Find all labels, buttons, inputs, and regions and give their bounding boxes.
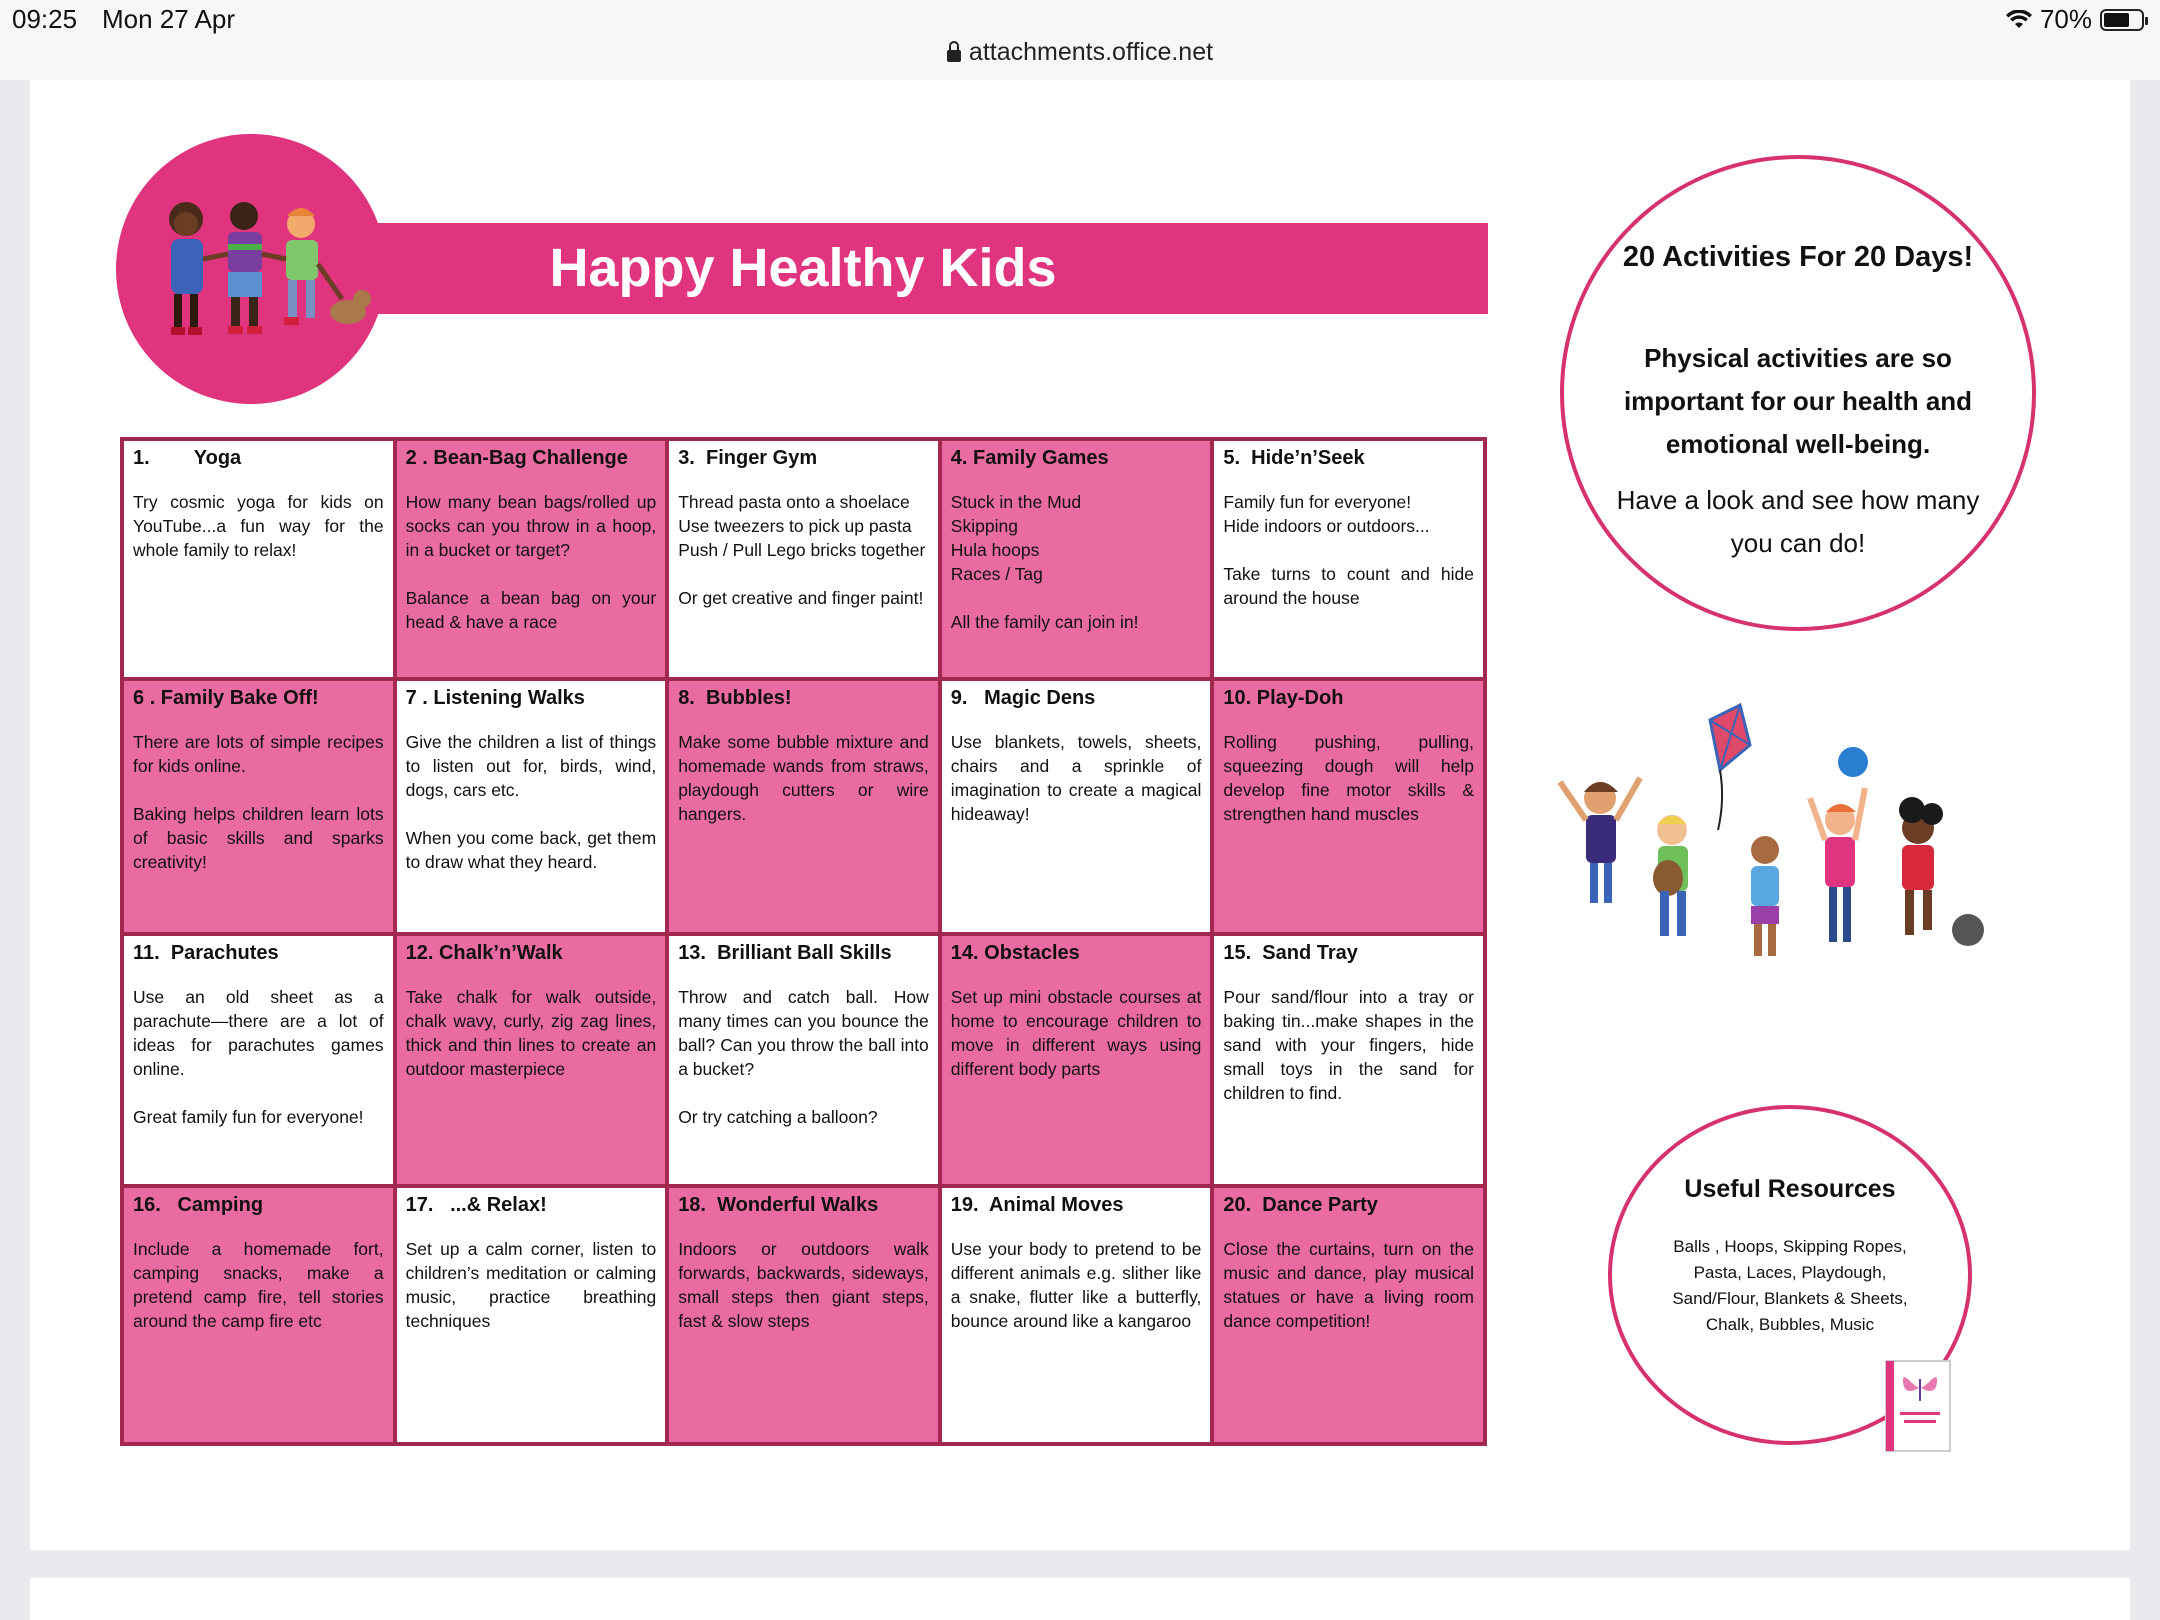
activity-description: Use your body to pretend to be different animals e.g. slither like a snake, flutter like a butterfly, bounce around like a kangaroo xyxy=(950,1239,1202,1331)
activity-cell xyxy=(395,934,668,1186)
activity-title: 6 . Family Bake Off! xyxy=(133,687,319,709)
activity-cell xyxy=(122,934,395,1186)
activity-description: Take chalk for walk outside, chalk wavy, curly, zig zag lines, thick and thin lines to create an outdoor masterpiece xyxy=(405,987,657,1079)
wifi-icon xyxy=(2006,10,2032,30)
activity-cell xyxy=(940,1186,1213,1444)
activity-title: 12. Chalk’n’Walk xyxy=(405,942,563,964)
status-date: Mon 27 Apr xyxy=(102,4,235,34)
activity-cell xyxy=(940,679,1213,934)
status-time: 09:25 xyxy=(12,4,78,34)
activity-title: 7 . Listening Walks xyxy=(405,687,585,709)
activity-cell xyxy=(667,934,940,1186)
activity-description: Indoors or outdoors walk forwards, backwards, sideways, small steps then giant steps, fast & slow steps xyxy=(678,1239,929,1331)
activity-cell xyxy=(395,1186,668,1444)
activity-description: Use an old sheet as a parachute—there are a lot of ideas for parachutes games online. Great family fun for everyone! xyxy=(133,987,384,1127)
activity-description: Thread pasta onto a shoelace Use tweezers to pick up pasta Push / Pull Lego bricks together Or get creative and finger paint! xyxy=(678,492,926,608)
activity-cell xyxy=(1212,1186,1485,1444)
activity-title: 3. Finger Gym xyxy=(678,447,818,469)
activity-description: Include a homemade fort, camping snacks, make a pretend camp fire, tell stories around the camp fire etc xyxy=(133,1239,384,1331)
activity-title: 10. Play-Doh xyxy=(1223,687,1344,709)
activity-title: 20. Dance Party xyxy=(1223,1194,1378,1216)
status-indicators xyxy=(2006,4,2144,35)
activity-title: 2 . Bean-Bag Challenge xyxy=(405,447,628,469)
activity-title: 5. Hide’n’Seek xyxy=(1223,447,1365,469)
activity-title: 4. Family Games xyxy=(950,447,1109,469)
activity-cell xyxy=(122,1186,395,1444)
battery-icon xyxy=(2100,9,2144,31)
info-circle-title: 20 Activities For 20 Days! xyxy=(1622,241,1974,273)
activity-cell xyxy=(122,679,395,934)
url-text: attachments.office.net xyxy=(968,38,1214,66)
activity-description: Make some bubble mixture and homemade wands from straws, playdough cutters or wire hangers. xyxy=(678,732,929,824)
activity-description: Set up mini obstacle courses at home to encourage children to move in different ways using different body parts xyxy=(950,987,1202,1079)
logo-kids-illustration xyxy=(116,134,386,404)
activity-description: Pour sand/flour into a tray or baking tin...make shapes in the sand with your fingers, hide small toys in the sand for children to find. xyxy=(1223,987,1474,1103)
activity-cell xyxy=(667,439,940,679)
activity-description: Throw and catch ball. How many times can you bounce the ball? Can you throw the ball into a bucket? Or try catching a balloon? xyxy=(678,987,929,1127)
page-title: Happy Healthy Kids xyxy=(549,238,1057,298)
activity-description: Stuck in the Mud Skipping Hula hoops Races / Tag All the family can join in! xyxy=(950,492,1139,632)
activity-title: 19. Animal Moves xyxy=(950,1194,1124,1216)
activity-title: 11. Parachutes xyxy=(133,942,279,964)
activity-cell xyxy=(1212,679,1485,934)
activity-cell xyxy=(940,439,1213,679)
activity-cell xyxy=(122,439,395,679)
activities-grid xyxy=(120,437,1487,1446)
battery-percent: 70% xyxy=(2039,4,2092,34)
kids-holding-hands-icon xyxy=(116,134,386,404)
address-bar[interactable] xyxy=(0,38,2160,67)
info-circle-bold-text: Physical activities are so important for our health and emotional well-being. xyxy=(1623,343,1973,459)
activity-cell xyxy=(395,679,668,934)
activity-title: 9. Magic Dens xyxy=(950,687,1096,709)
activity-title: 16. Camping xyxy=(133,1194,264,1216)
resources-title: Useful Resources xyxy=(1684,1175,1896,1203)
activity-description: Use blankets, towels, sheets, chairs and a sprinkle of imagination to create a magical hideaway! xyxy=(950,732,1202,824)
info-circle xyxy=(1560,155,2036,631)
activity-title: 17. ...& Relax! xyxy=(405,1194,547,1216)
activity-description: Set up a calm corner, listen to children’s meditation or calming music, practice breathing techniques xyxy=(405,1239,657,1331)
activity-description: How many bean bags/rolled up socks can you throw in a hoop, in a bucket or target? Balance a bean bag on your head & have a race xyxy=(405,492,657,632)
resources-list: Balls , Hoops, Skipping Ropes, Pasta, Laces, Playdough, Sand/Flour, Blankets & Sheets, Chalk, Bubbles, Music xyxy=(1672,1237,1908,1334)
activity-cell xyxy=(395,439,668,679)
activity-cell xyxy=(1212,934,1485,1186)
activity-description: Rolling pushing, pulling, squeezing dough will help develop fine motor skills & strengthen hand muscles xyxy=(1223,732,1474,824)
status-bar xyxy=(0,0,2160,80)
activity-title: 14. Obstacles xyxy=(950,942,1080,964)
activity-cell xyxy=(667,679,940,934)
activity-description: There are lots of simple recipes for kids online. Baking helps children learn lots of basic skills and sparks creativity! xyxy=(133,732,384,872)
activity-description: Try cosmic yoga for kids on YouTube...a fun way for the whole family to relax! xyxy=(133,492,384,560)
activity-title: 13. Brilliant Ball Skills xyxy=(678,942,892,964)
getting-ready-to-learn-book-icon xyxy=(1882,1357,1962,1457)
activity-title: 15. Sand Tray xyxy=(1223,942,1358,964)
activity-cell xyxy=(940,934,1213,1186)
activity-cell xyxy=(1212,439,1485,679)
lock-icon xyxy=(947,50,961,62)
activity-description: Close the curtains, turn on the music and dance, play musical statues or have a living room dance competition! xyxy=(1223,1239,1474,1331)
activity-description: Family fun for everyone! Hide indoors or outdoors... Take turns to count and hide around the house xyxy=(1223,492,1474,608)
next-document-page xyxy=(30,1578,2130,1620)
activity-title: 8. Bubbles! xyxy=(678,687,792,709)
title-banner xyxy=(378,223,1488,314)
kids-jumping-illustration xyxy=(1540,700,2000,990)
activity-description: Give the children a list of things to listen out for, birds, wind, dogs, cars etc. When you come back, get them to draw what they heard. xyxy=(405,732,657,872)
activity-title: 18. Wonderful Walks xyxy=(678,1194,879,1216)
info-circle-text: Have a look and see how many you can do! xyxy=(1616,485,1980,558)
activity-title: 1. Yoga xyxy=(133,447,242,469)
activity-cell xyxy=(667,1186,940,1444)
